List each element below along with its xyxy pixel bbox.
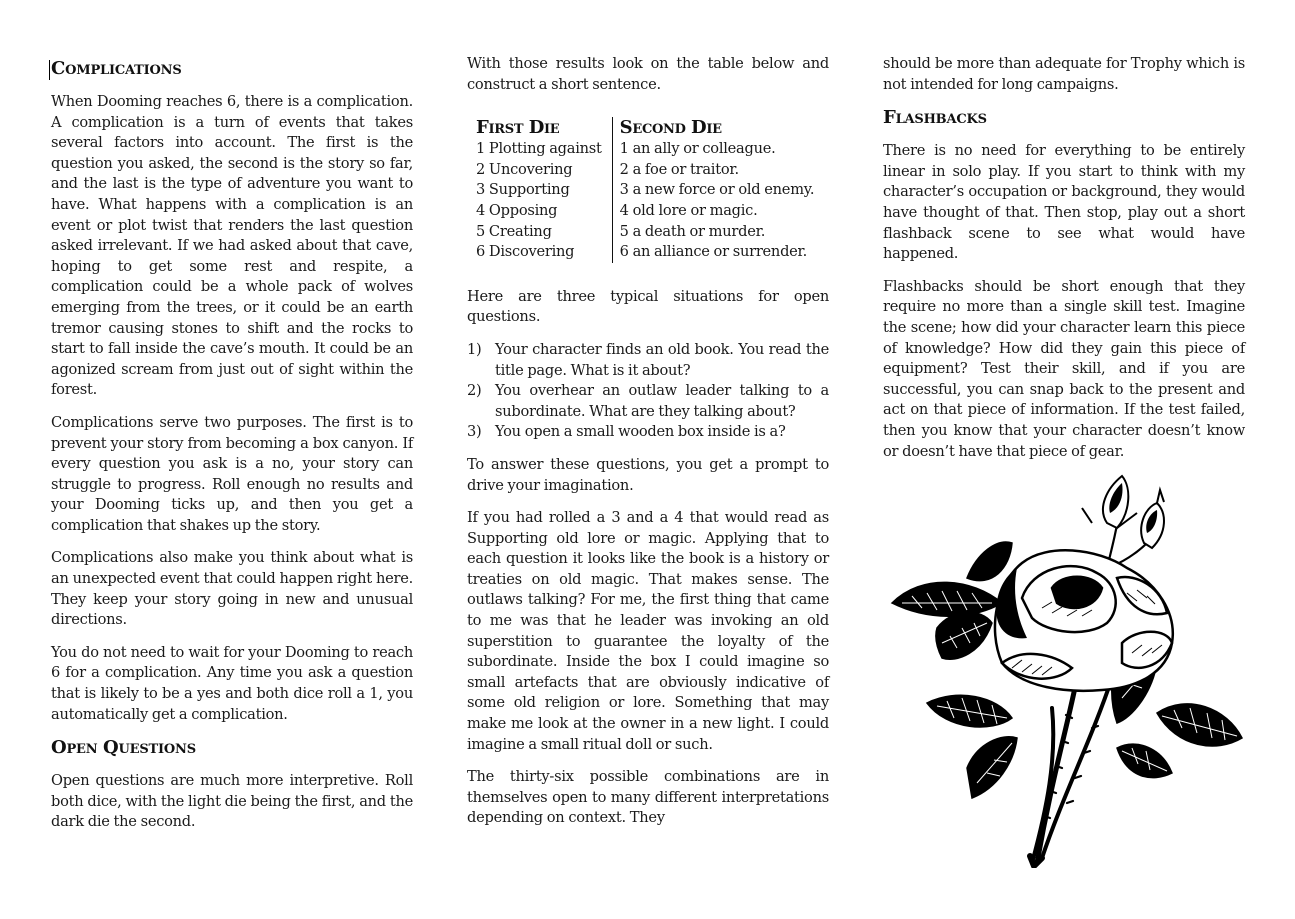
open-questions-paragraph: If you had rolled a 3 and a 4 that would read as Supporting old lore or magic. Applying that to each question it looks like the book is a history or treaties on old magic. That makes sense. The outlaws talking? For me, the first thing that came to me was that he leader was invoking an old superstition to guarantee the loyalty of the subordinate. Inside the box I could imagine so small artefacts that are obviously indicative of some old religion or lore. Something that may make me look at the owner in a new light. I could imagine a small ritual doll or such. bbox=[467, 509, 829, 753]
open-questions-paragraph: To answer these questions, you get a prompt to drive your imagination. bbox=[467, 455, 829, 494]
complications-paragraph: Complications also make you think about what is an unexpected event that could happen right here. They keep your story going in new and unusual directions. bbox=[51, 549, 413, 629]
situation-item bbox=[467, 340, 829, 381]
situation-number: 3) bbox=[467, 423, 482, 441]
second-die-row: 1 an ally or colleague. bbox=[619, 140, 776, 158]
situations-intro: Here are three typical situations for open questions. bbox=[467, 287, 829, 326]
situation-number: 2) bbox=[467, 382, 482, 400]
flashbacks-paragraph: Flashbacks should be short enough that they require no more than a single skill test. Imagine the scene; how did your character learn this piece of knowledge? How did they gain this piece of equipment? Test their skill, and if you are successful, you can snap back to the present and act on that piece of information. If the test failed, then you know that your character doesn’t know or doesn’t have that piece of gear. bbox=[883, 277, 1245, 460]
table-intro-paragraph: With those results look on the table below and construct a short sentence. bbox=[467, 55, 829, 93]
first-die-row: 5 Creating bbox=[476, 222, 552, 240]
second-die-row: 5 a death or murder. bbox=[619, 222, 766, 240]
situation-text: You overhear an outlaw leader talking to a subordinate. What are they talking about? bbox=[495, 382, 829, 420]
open-questions-heading: Open Questions bbox=[51, 737, 196, 759]
situations-list bbox=[467, 340, 829, 443]
second-die-column bbox=[613, 117, 815, 263]
complications-paragraph: When Dooming reaches 6, there is a complication. A complication is a turn of events that takes several factors into account. The first is the question you asked, the second is the story so far, and the last is the type of adventure you want to have. What happens with a complication is an event or plot twist that renders the last question asked irrelevant. If we had asked about that cave, hoping to get some rest and respite, a complication could be a whole pack of wolves emerging from the trees, or it could be an earth tremor causing stones to shift and the rocks to start to fall inside the cave’s mouth. It could be an agonized scream from just out of sight within the forest. bbox=[51, 93, 413, 399]
rose-illustration-icon bbox=[882, 468, 1252, 868]
first-die-row: 3 Supporting bbox=[476, 181, 570, 199]
situation-number: 1) bbox=[467, 340, 482, 358]
situation-text: You open a small wooden box inside is a? bbox=[495, 423, 786, 441]
continuation-paragraph: should be more than adequate for Trophy which is not intended for long campaigns. bbox=[883, 55, 1245, 93]
second-die-row: 4 old lore or magic. bbox=[619, 201, 758, 219]
situation-item bbox=[467, 422, 829, 443]
first-die-row: 4 Opposing bbox=[476, 201, 558, 219]
situation-text: Your character finds an old book. You read the title page. What is it about? bbox=[495, 340, 829, 379]
situation-item bbox=[467, 381, 829, 422]
dice-table bbox=[476, 117, 829, 263]
second-die-row: 6 an alliance or surrender. bbox=[619, 243, 808, 261]
first-die-header: First Die bbox=[476, 117, 560, 139]
middle-column bbox=[467, 54, 829, 841]
second-die-row: 2 a foe or traitor. bbox=[619, 160, 739, 178]
first-die-row: 2 Uncovering bbox=[476, 160, 573, 178]
complications-heading: Complications bbox=[51, 58, 182, 79]
first-die-row: 6 Discovering bbox=[476, 243, 575, 261]
left-column bbox=[51, 54, 413, 845]
open-questions-paragraph: The thirty-six possible combinations are in themselves open to many different interpretations depending on context. They bbox=[467, 768, 829, 827]
right-column bbox=[883, 54, 1245, 474]
flashbacks-paragraph: There is no need for everything to be entirely linear in solo play. If you start to think with my character’s occupation or background, they would have thought of that. Then stop, play out a short flashback scene to see what would have happened. bbox=[883, 142, 1245, 263]
second-die-header: Second Die bbox=[619, 117, 722, 139]
complications-paragraph: You do not need to wait for your Dooming to reach 6 for a complication. Any time you ask a question that is likely to be a yes and both dice roll a 1, you automatically get a complication. bbox=[51, 643, 413, 723]
first-die-row: 1 Plotting against bbox=[476, 140, 602, 158]
second-die-row: 3 a new force or old enemy. bbox=[619, 181, 815, 199]
flashbacks-heading: Flashbacks bbox=[883, 107, 987, 129]
complications-paragraph: Complications serve two purposes. The first is to prevent your story from becoming a box canyon. If every question you ask is a no, your story can struggle to progress. Roll enough no results and your Dooming ticks up, and then you get a complication that shakes up the story. bbox=[51, 413, 413, 534]
text-cursor bbox=[49, 60, 50, 80]
first-die-column bbox=[476, 117, 613, 263]
open-questions-paragraph: Open questions are much more interpretive. Roll both dice, with the light die being the first, and the dark die the second. bbox=[51, 772, 413, 831]
